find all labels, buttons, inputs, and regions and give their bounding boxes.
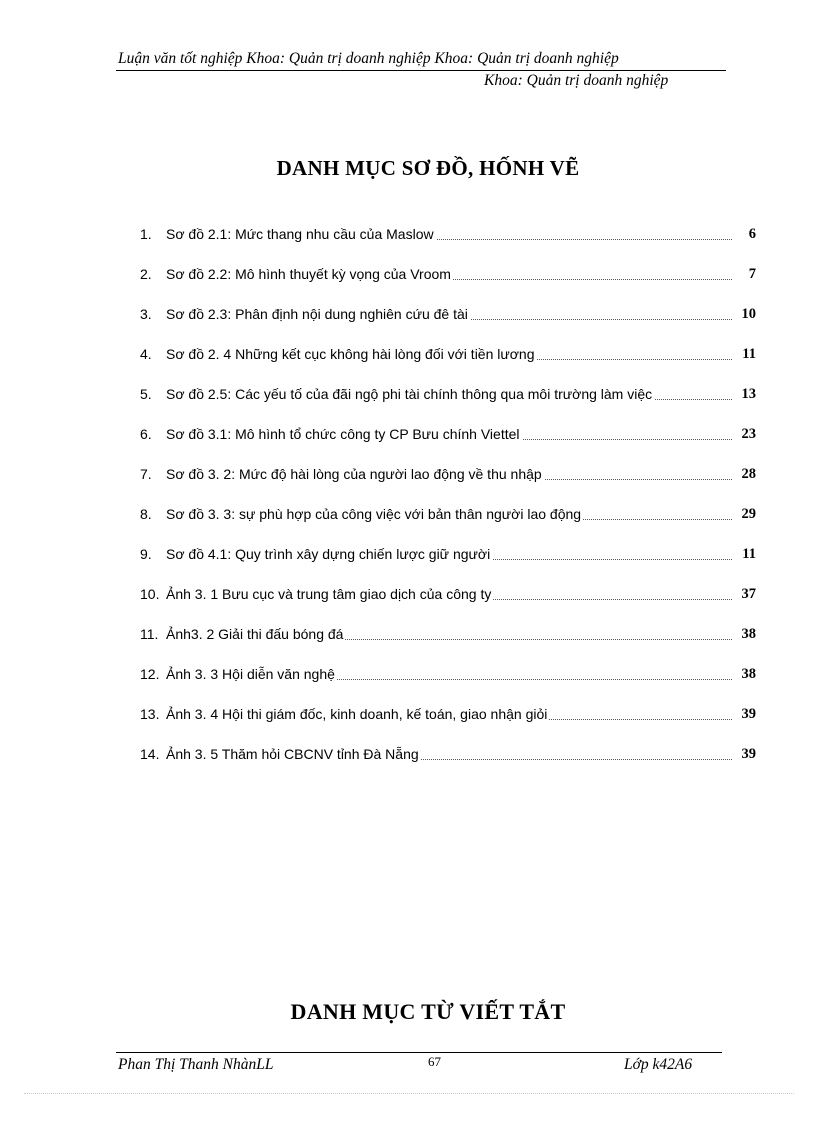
header-rule (116, 70, 726, 71)
footer-class: Lớp k42A6 (624, 1056, 693, 1073)
toc-entry-body (166, 704, 732, 724)
toc-entry (140, 344, 760, 384)
toc-entry-body (166, 504, 732, 524)
toc-entry-number: 2. (140, 266, 152, 282)
toc-entry-text: Ảnh 3. 4 Hội thi giám đốc, kinh doanh, kế toán, giao nhận giỏi (166, 706, 548, 722)
toc-entry-text: Ảnh3. 2 Giải thi đấu bóng đá (166, 626, 344, 642)
toc-entry-page: 23 (741, 426, 756, 442)
toc-entry-text: Sơ đồ 2. 4 Những kết cục không hài lòng đối với tiền lương (166, 346, 535, 362)
figures-list (140, 224, 760, 784)
toc-entry-text: Sơ đồ 2.5: Các yếu tố của đãi ngộ phi tài chính thông qua môi trường làm việc (166, 386, 653, 402)
toc-entry (140, 584, 760, 624)
toc-entry-page: 39 (741, 706, 756, 722)
toc-entry-text: Sơ đồ 3.1: Mô hình tổ chức công ty CP Bưu chính Viettel (166, 426, 520, 442)
toc-entry-text: Sơ đồ 2.2: Mô hình thuyết kỳ vọng của Vroom (166, 266, 451, 282)
toc-entry-number: 9. (140, 546, 152, 562)
toc-entry-text: Sơ đồ 3. 3: sự phù hợp của công việc với bản thân người lao động (166, 506, 582, 522)
toc-entry-number: 11. (140, 626, 159, 642)
toc-entry-page: 38 (741, 666, 756, 682)
toc-entry (140, 304, 760, 344)
toc-entry-page: 38 (741, 626, 756, 642)
toc-entry-body (166, 224, 732, 244)
toc-entry-page: 29 (741, 506, 756, 522)
toc-entry-body (166, 384, 732, 404)
toc-entry-page: 11 (742, 546, 756, 562)
figures-list-title: DANH MỤC SƠ ĐỒ, HỐNH VẼ (276, 156, 580, 180)
toc-entry-page: 7 (748, 266, 756, 282)
toc-entry-page: 13 (741, 386, 756, 402)
toc-entry-number: 5. (140, 386, 152, 402)
toc-entry-page: 11 (742, 346, 756, 362)
page-bottom-divider (24, 1093, 794, 1094)
toc-entry-number: 12. (140, 666, 160, 682)
toc-entry-page: 10 (741, 306, 756, 322)
toc-entry-number: 8. (140, 506, 152, 522)
header-line-2: Khoa: Quản trị doanh nghiệp (484, 72, 669, 89)
toc-entry-page: 28 (741, 466, 756, 482)
toc-entry (140, 224, 760, 264)
toc-entry-body (166, 544, 732, 564)
toc-entry-number: 14. (140, 746, 160, 762)
toc-entry-text: Sơ đồ 3. 2: Mức độ hài lòng của người lao động về thu nhập (166, 466, 542, 482)
toc-entry-body (166, 424, 732, 444)
toc-entry-body (166, 624, 732, 644)
toc-entry-text: Sơ đồ 2.1: Mức thang nhu cầu của Maslow (166, 226, 434, 242)
toc-entry-number: 3. (140, 306, 152, 322)
footer-rule (116, 1052, 722, 1053)
toc-entry-text: Ảnh 3. 1 Bưu cục và trung tâm giao dịch của công ty (166, 586, 492, 602)
toc-entry-page: 37 (741, 586, 756, 602)
toc-entry-number: 10. (140, 586, 160, 602)
toc-entry-body (166, 584, 732, 604)
toc-entry-page: 39 (741, 746, 756, 762)
toc-entry (140, 264, 760, 304)
toc-entry (140, 424, 760, 464)
toc-entry-body (166, 664, 732, 684)
toc-entry-number: 1. (140, 226, 152, 242)
toc-entry (140, 744, 760, 784)
toc-entry-body (166, 304, 732, 324)
toc-entry-number: 4. (140, 346, 152, 362)
toc-entry-page: 6 (748, 226, 756, 242)
toc-entry-text: Ảnh 3. 3 Hội diễn văn nghệ (166, 666, 335, 682)
toc-entry (140, 384, 760, 424)
footer-page-number: 67 (428, 1054, 441, 1069)
toc-entry (140, 704, 760, 744)
toc-entry-body (166, 264, 732, 284)
toc-entry-text: Sơ đồ 4.1: Quy trình xây dựng chiến lược giữ người (166, 546, 491, 562)
toc-entry-body (166, 744, 732, 764)
toc-entry-text: Ảnh 3. 5 Thăm hỏi CBCNV tỉnh Đà Nẵng (166, 746, 419, 762)
toc-entry (140, 464, 760, 504)
toc-entry-body (166, 464, 732, 484)
toc-entry-number: 13. (140, 706, 160, 722)
toc-entry (140, 504, 760, 544)
toc-entry-body (166, 344, 732, 364)
toc-entry-number: 7. (140, 466, 152, 482)
abbreviations-title: DANH MỤC TỪ VIẾT TẮT (290, 999, 566, 1024)
toc-entry (140, 544, 760, 584)
toc-entry (140, 624, 760, 664)
footer-author: Phan Thị Thanh NhànLL (118, 1056, 274, 1073)
header-line-1: Luận văn tốt nghiệp Khoa: Quản trị doanh nghiệp Khoa: Quản trị doanh nghiệp (118, 50, 619, 67)
toc-entry-number: 6. (140, 426, 152, 442)
toc-entry (140, 664, 760, 704)
toc-entry-text: Sơ đồ 2.3: Phân định nội dung nghiên cứu đê tài (166, 306, 468, 322)
